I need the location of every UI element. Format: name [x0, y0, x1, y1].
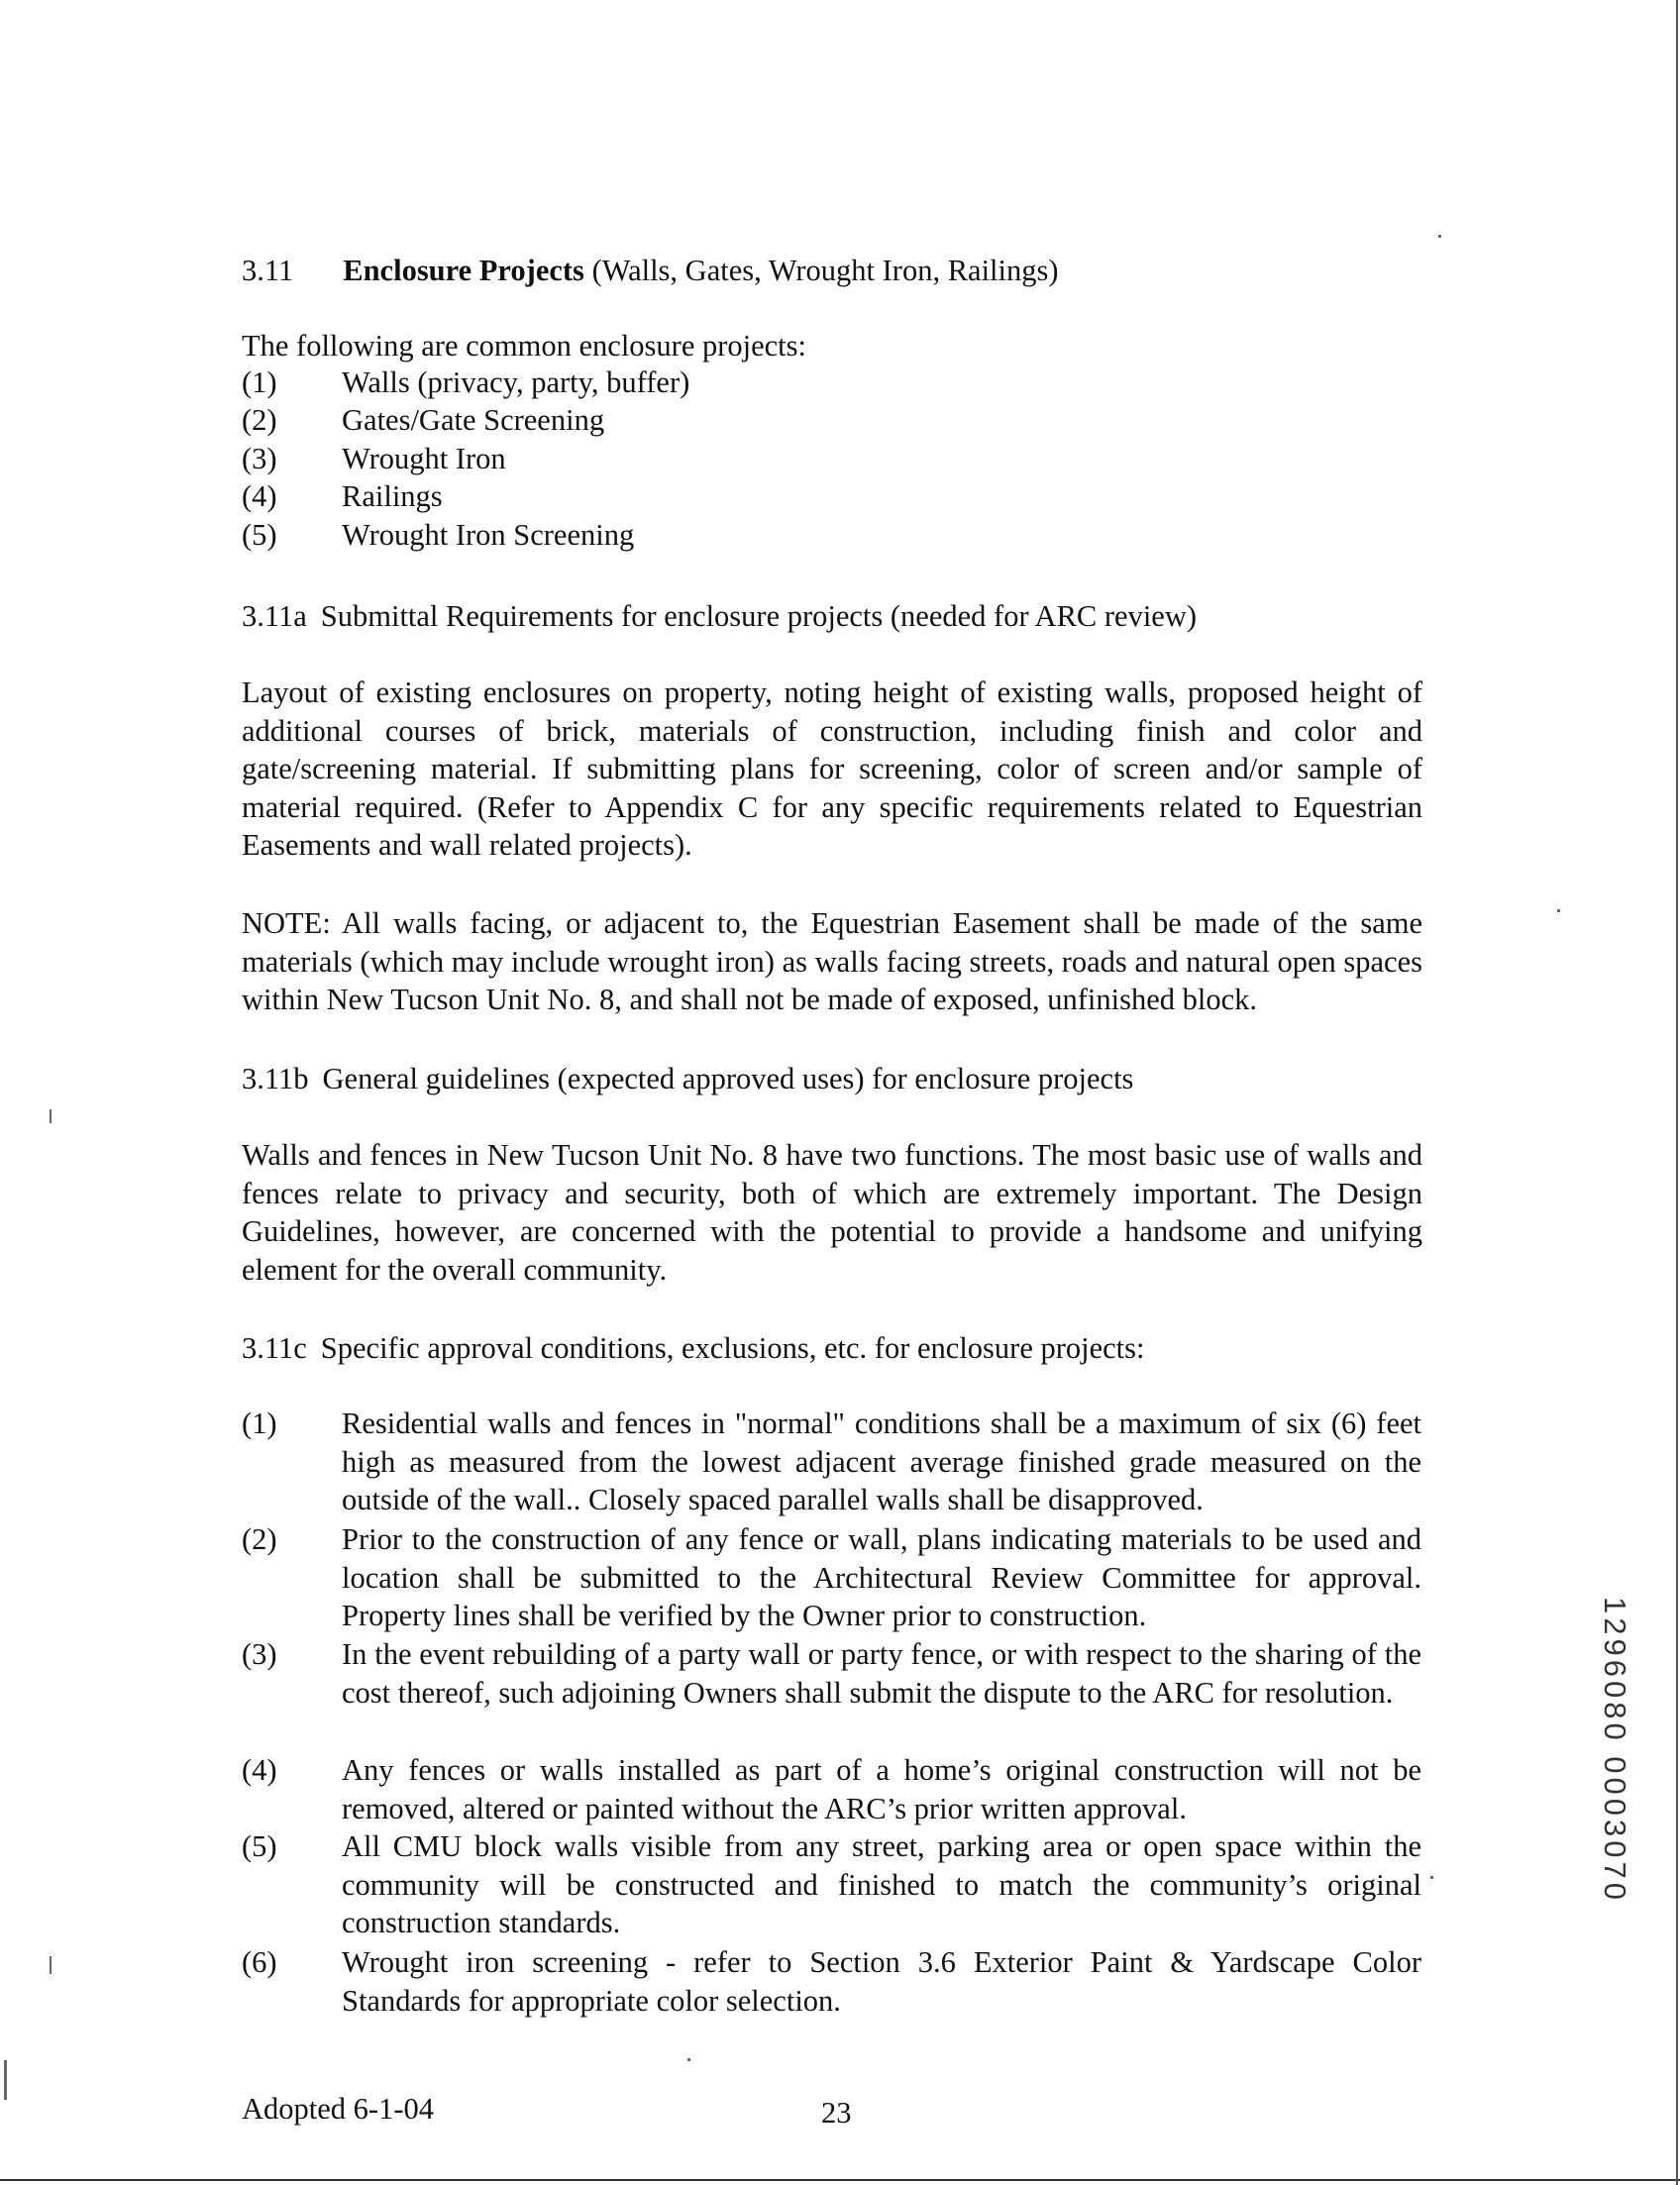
condition-number: (6): [242, 1945, 277, 1979]
condition-number: (3): [242, 1637, 277, 1671]
section-number: 3.11: [242, 254, 294, 287]
condition-number: (4): [242, 1753, 277, 1787]
condition-item: Prior to the construction of any fence or wall, plans indicating materials to be used and location shall be submitted to the Architectural Review Committee for approval. Property lines shall be verified by the Owner prior to construction.: [342, 1522, 1421, 1632]
condition-item: Wrought iron screening - refer to Section 3.6 Exterior Paint & Yardscape Color Standards for appropriate color selection.: [342, 1945, 1421, 2018]
subsection-title: Specific approval conditions, exclusions, etc. for enclosure projects:: [320, 1331, 1145, 1365]
subsection-title: General guidelines (expected approved uses) for enclosure projects: [322, 1062, 1134, 1095]
subsection-number: 3.11b: [242, 1062, 309, 1095]
scan-speck: [4, 2060, 7, 2100]
list-item: Wrought Iron Screening: [342, 518, 635, 552]
condition-number: (5): [242, 1829, 277, 1863]
condition-item: In the event rebuilding of a party wall or party fence, or with respect to the sharing of the cost thereof, such adjoining Owners shall submit the dispute to the ARC for resolution.: [342, 1637, 1421, 1710]
scan-border-bottom: [0, 2179, 1680, 2181]
scan-speck: [687, 2058, 690, 2061]
condition-number: (1): [242, 1406, 277, 1440]
subsection-c-heading: [242, 1329, 1145, 1367]
intro-text: The following are common enclosure projects:: [242, 329, 806, 363]
scan-speck: [1438, 235, 1441, 238]
subsection-title: Submittal Requirements for enclosure projects (needed for ARC review): [320, 599, 1198, 633]
stamp-text: 1296080 0003070: [1598, 1597, 1632, 1904]
list-item: Wrought Iron: [342, 442, 506, 475]
section-subtitle: (Walls, Gates, Wrought Iron, Railings): [591, 254, 1059, 287]
list-item-number: (5): [242, 518, 277, 552]
condition-number: (2): [242, 1522, 277, 1556]
page-number: 23: [821, 2096, 852, 2130]
list-item-number: (2): [242, 403, 277, 437]
document-stamp: [1598, 1597, 1638, 1904]
subsection-b-heading: [242, 1060, 1133, 1097]
condition-item: All CMU block walls visible from any street, parking area or open space within the community will be constructed and finished to match the community’s original construction standards.: [342, 1829, 1421, 1939]
scan-speck: [1430, 1876, 1433, 1879]
footer-adopted-date: Adopted 6-1-04: [242, 2092, 434, 2126]
subsection-number: 3.11c: [242, 1331, 307, 1365]
list-item: Gates/Gate Screening: [342, 403, 605, 437]
scan-speck: [50, 1956, 52, 1974]
scan-speck: [50, 1109, 52, 1123]
condition-item: Residential walls and fences in "normal" conditions shall be a maximum of six (6) feet high as measured from the lowest adjacent average finished grade measured on the outside of the wall.. Closely spaced parallel walls shall be disapproved.: [342, 1406, 1421, 1516]
scan-border-right: [1676, 0, 1678, 2185]
list-item-number: (1): [242, 365, 277, 399]
walls-paragraph: Walls and fences in New Tucson Unit No. 8 have two functions. The most basic use of walls and fences relate to privacy and security, both of which are extremely important. The Design Guidelines, however, are concerned with the potential to provide a handsome and unifying element for the overall community.: [242, 1138, 1422, 1287]
layout-paragraph: Layout of existing enclosures on property, noting height of existing walls, proposed height of additional courses of brick, materials of construction, including finish and color and gate/screening material. If submitting plans for screening, color of screen and/or sample of material required. (Refer to Appendix C for any specific requirements related to Equestrian Easements and wall related projects).: [242, 676, 1422, 862]
section-title: Enclosure Projects: [343, 254, 584, 287]
list-item-number: (4): [242, 479, 277, 513]
list-item-number: (3): [242, 442, 277, 475]
list-item: Walls (privacy, party, buffer): [342, 365, 690, 399]
condition-item: Any fences or walls installed as part of a home’s original construction will not be removed, altered or painted without the ARC’s prior written approval.: [342, 1753, 1421, 1825]
subsection-number: 3.11a: [242, 599, 307, 633]
list-item: Railings: [342, 479, 443, 513]
scan-speck: [1557, 909, 1560, 912]
subsection-a-heading: [242, 597, 1197, 635]
section-heading: [242, 252, 1059, 289]
note-paragraph: NOTE: All walls facing, or adjacent to, the Equestrian Easement shall be made of the same materials (which may include wrought iron) as walls facing streets, roads and natural open spaces within New Tucson Unit No. 8, and shall not be made of exposed, unfinished block.: [242, 906, 1422, 1016]
